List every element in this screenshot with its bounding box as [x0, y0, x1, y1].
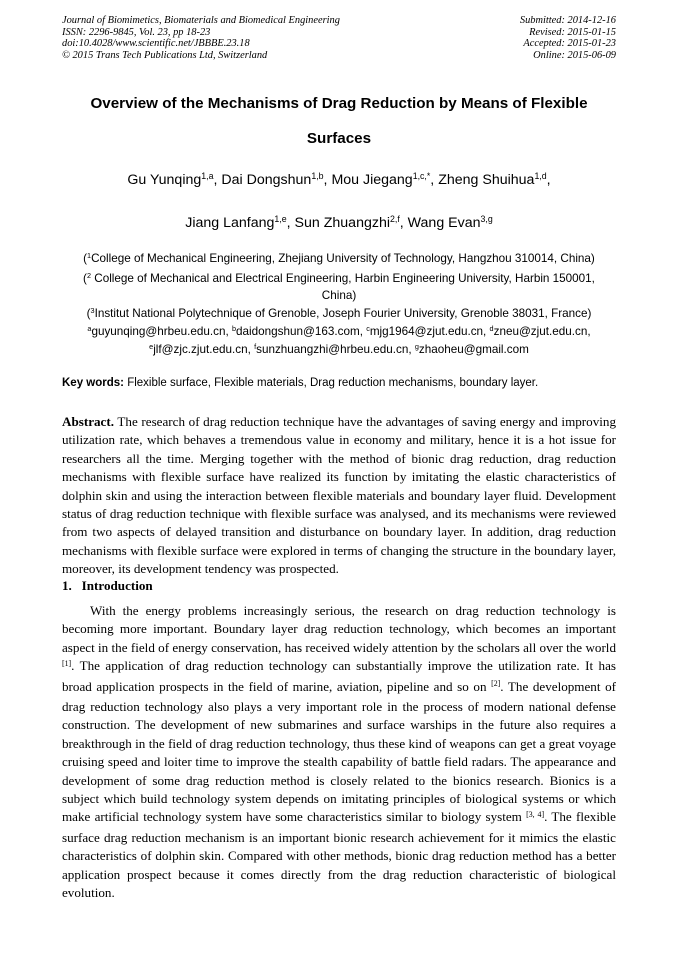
- affiliation-text: College of Mechanical and Electrical Engineering, Harbin Engineering University, Harbin 150001,: [91, 272, 595, 285]
- authors-line-1: Gu Yunqing$^{1,a}$, Dai Dongshun$^{1,b}$, Mou Jiegang$^{1,c,*}$, Zheng Shuihua$^{1,d}$,: [127, 171, 551, 188]
- author-name: Wang Evan: [407, 215, 481, 231]
- author-affiliation-mark: 1,b: [311, 171, 324, 182]
- journal-header-right: [520, 15, 616, 61]
- email-mark: f: [254, 342, 257, 352]
- email-address: sunzhuangzhi@hrbeu.edu.cn: [256, 343, 409, 356]
- intro-text: With the energy problems increasingly serious, the research on drag reduction technology is becoming more important. Boundary layer drag reduction technology, which becomes an important aspect in the field of energy conservation, has received widely attention by the scholars all over the world: [62, 603, 616, 655]
- email-address: zneu@zjut.edu.cn: [493, 325, 588, 338]
- date-accepted: Accepted: 2015-01-23: [523, 38, 616, 50]
- author-affiliation-mark: 1,d: [534, 171, 547, 182]
- journal-name: Journal of Biomimetics, Biomaterials and Biomedical Engineering: [62, 15, 340, 26]
- author-affiliation-mark: 1,c,*: [412, 171, 431, 182]
- email-address: guyunqing@hrbeu.edu.cn: [91, 325, 226, 338]
- email-address: daidongshun@163.com: [236, 325, 360, 338]
- section-heading-introduction: [62, 578, 153, 594]
- journal-copyright: © 2015 Trans Tech Publications Ltd, Switzerland: [62, 49, 268, 61]
- affiliation-3: ($^3$Institut National Polytechnique of Grenoble, Joseph Fourier University, Grenoble 38031, France): [86, 306, 592, 320]
- affiliation-text: College of Mechanical Engineering, Zhejiang University of Technology, Hangzhou 310014, China): [91, 252, 595, 265]
- abstract-paragraph: [62, 413, 616, 579]
- author-name: Mou Jiegang: [331, 172, 413, 188]
- email-address: mjg1964@zjut.edu.cn: [369, 325, 484, 338]
- keywords-label: Key words:: [62, 377, 124, 389]
- author-affiliation-mark: 3,g: [480, 214, 493, 225]
- journal-issn: ISSN: 2296-9845, Vol. 23, pp 18-23: [62, 26, 211, 38]
- email-mark: c: [366, 324, 370, 334]
- author-affiliation-mark: 1,a: [201, 171, 214, 182]
- affiliation-mark: 3: [90, 306, 95, 316]
- email-mark: e: [149, 342, 154, 352]
- affiliation-text: Institut National Polytechnique of Grenoble, Joseph Fourier University, Grenoble 38031, France): [94, 307, 592, 320]
- affiliation-2: ($^2$ College of Mechanical and Electrical Engineering, Harbin Engineering University, Harbin 150001,: [83, 271, 595, 285]
- author-name: Sun Zhuangzhi: [294, 215, 390, 231]
- affiliation-1: ($^1$College of Mechanical Engineering, Zhejiang University of Technology, Hangzhou 310014, China): [83, 251, 595, 265]
- section-number: 1.: [62, 578, 72, 593]
- intro-text: . The flexible surface drag reduction mechanism is an important bionic research achievement for it mimics the elastic characteristics of dolphin skin. Compared with other methods, bionic drag reduction method has a better application prospect because it comes directly from the drag reduction characteristic of biological evolution.: [62, 809, 616, 901]
- journal-header-left: [62, 15, 340, 61]
- date-submitted: Submitted: 2014-12-16: [519, 15, 616, 26]
- keywords: [62, 377, 538, 389]
- email-mark: a: [87, 324, 92, 334]
- date-revised: Revised: 2015-01-15: [529, 26, 616, 38]
- abstract-text: The research of drag reduction technique have the advantages of saving energy and improving utilization rate, which behaves a tremendous value in economy and military, hence it is a hot issue for researchers all the time. Merging together with the method of bionic drag reduction, drag reduction mechanisms with flexible surface have realized its function by imitating the elastic characteristics of dolphin skin and using the interaction between flexible materials and boundary layer fluid. Development status of drag reduction technique with flexible surface was analysed, and its mechanisms were reviewed from two aspects of delayed transition and disturbance on boundary layer. In addition, drag reduction mechanisms with flexible surface were explored in terms of changing the structure in the boundary layer, moreover, its development tendency was prospected.: [62, 414, 616, 577]
- keywords-text: Flexible surface, Flexible materials, Drag reduction mechanisms, boundary layer.: [124, 377, 539, 389]
- citation-ref: [3, 4]: [526, 809, 545, 819]
- affiliation-mark: 1: [87, 251, 92, 261]
- affiliation-2-cont: China): [321, 289, 357, 302]
- intro-text: . The application of drag reduction technology can substantially improve the utilization rate. It has broad application prospects in the field of marine, aviation, pipeline and so on: [62, 658, 616, 694]
- affiliation-mark: 2: [86, 271, 91, 281]
- email-mark: b: [232, 324, 237, 334]
- journal-doi: doi:10.4028/www.scientific.net/JBBBE.23.18: [62, 38, 250, 50]
- citation-ref: [1]: [62, 658, 72, 668]
- intro-text: . The development of drag reduction technology also plays a very important role in the process of modern national defense construction. The development of new submarines and surface warships in the future also requires a breakthrough in the field of drag reduction technology, thus these kind of weapons can get a great voyage cruising speed and loiter time to improve the stealth capability of battle field radars. The appearance and development of some drag reduction method is closely related to the bionics research. Bionics is a subject which build technology system depends on imitating principles of biological systems or which make artificial technology system have some characteristics similar to biology system: [62, 678, 616, 825]
- authors-line-2: Jiang Lanfang$^{1,e}$, Sun Zhuangzhi$^{2,f}$, Wang Evan$^{3,g}$: [185, 214, 493, 231]
- paper-title-line-1: Overview of the Mechanisms of Drag Reduction by Means of Flexible: [90, 95, 588, 112]
- paper-title-line-2: Surfaces: [306, 130, 372, 147]
- author-name: Dai Dongshun: [221, 172, 312, 188]
- citation-ref: [2]: [491, 678, 501, 688]
- section-title: Introduction: [81, 578, 153, 593]
- author-name: Gu Yunqing: [127, 172, 202, 188]
- email-address: jlf@zjc.zjut.edu.cn: [153, 343, 248, 356]
- date-online: Online: 2015-06-09: [533, 49, 616, 61]
- author-name: Zheng Shuihua: [438, 172, 535, 188]
- email-mark: g: [414, 342, 419, 352]
- author-affiliation-mark: 1,e: [274, 214, 287, 225]
- author-emails-line-1: $^a$guyunqing@hrbeu.edu.cn, $^b$daidongshun@163.com, $^c$mjg1964@zjut.edu.cn, $^d$zneu@zjut.edu.cn,: [87, 324, 591, 338]
- introduction-paragraph: [62, 602, 616, 903]
- abstract-label: Abstract.: [62, 414, 114, 429]
- email-mark: d: [489, 324, 494, 334]
- author-name: Jiang Lanfang: [185, 215, 275, 231]
- author-affiliation-mark: 2,f: [390, 214, 400, 225]
- author-emails-line-2: $^e$jlf@zjc.zjut.edu.cn, $^f$sunzhuangzhi@hrbeu.edu.cn, $^g$zhaoheu@gmail.com: [149, 342, 529, 356]
- email-address: zhaoheu@gmail.com: [418, 343, 529, 356]
